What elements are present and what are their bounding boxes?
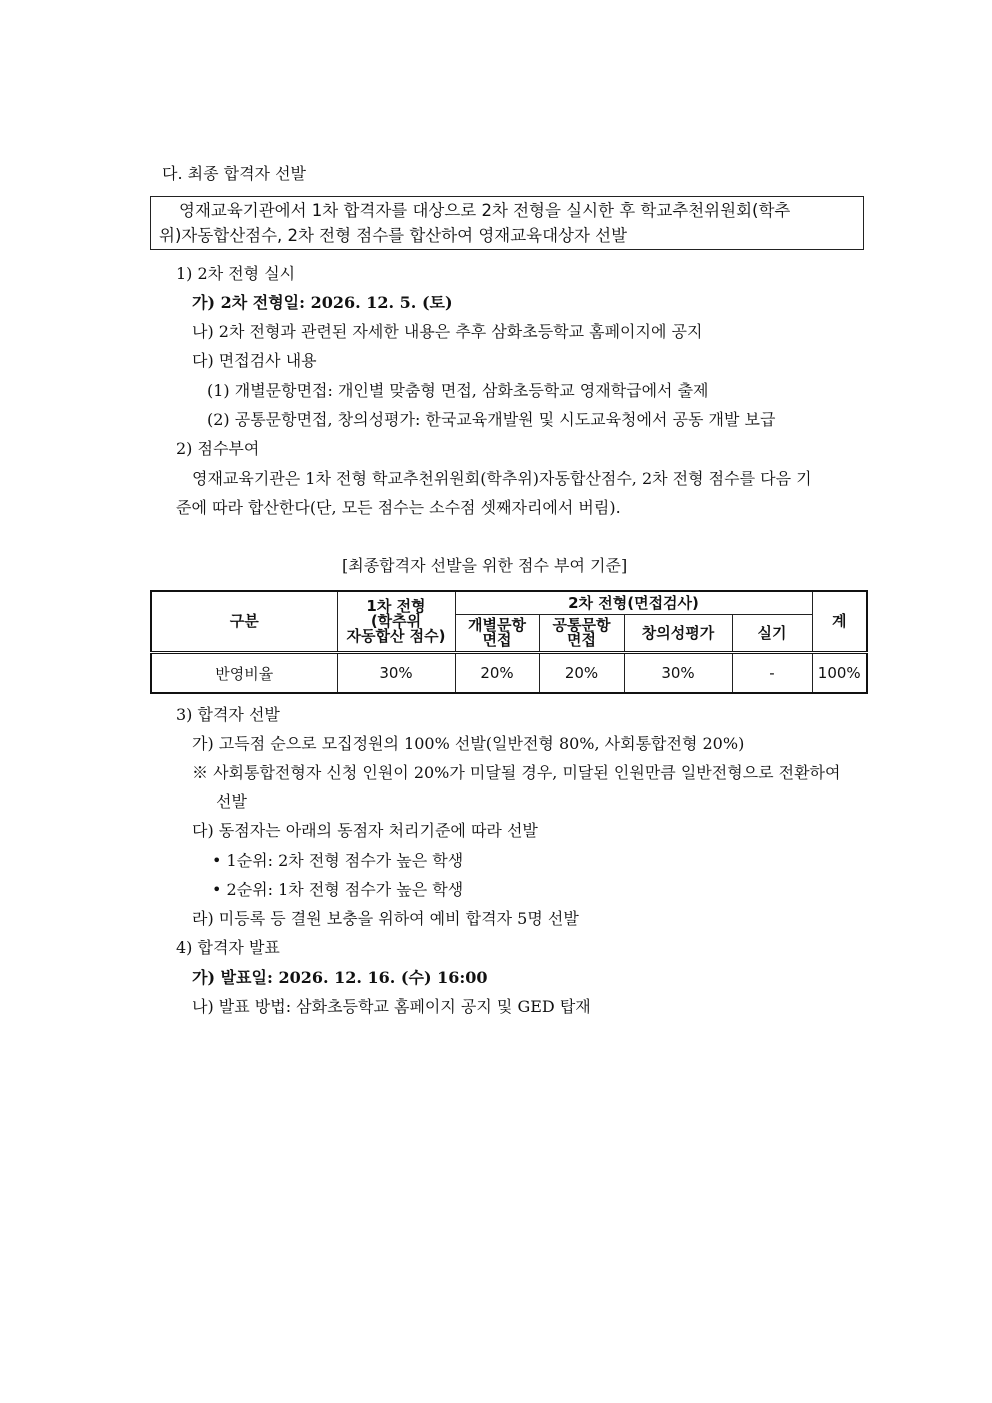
row-label: 반영비율 <box>151 653 337 694</box>
header-common-line-2: 면접 <box>567 631 596 649</box>
cell-common: 20% <box>539 653 624 694</box>
summary-line-1: 영재교육기관에서 1차 합격자를 대상으로 2차 전형을 실시한 후 학교추천위원회(학추 <box>179 201 791 220</box>
header-creativity: 창의성평가 <box>624 615 732 653</box>
interview-heading: 다) 면접검사 내용 <box>192 351 317 370</box>
score-table <box>150 590 868 694</box>
selection-note-line-1: ※ 사회통합전형자 신청 인원이 20%가 미달될 경우, 미달된 인원만큼 일반전형으로 전환하여 <box>192 763 841 782</box>
score-paragraph-line-1: 영재교육기관은 1차 전형 학교추천위원회(학추위)자동합산점수, 2차 전형 점수를 다음 기 <box>192 469 812 488</box>
sub3-heading: 3) 합격자 선발 <box>176 705 280 724</box>
header-stage1-line-3: 자동합산 점수) <box>346 627 446 645</box>
interview-item-2: (2) 공통문항면접, 창의성평가: 한국교육개발원 및 시도교육청에서 공동 개발 보급 <box>207 410 776 429</box>
cell-stage1: 30% <box>337 653 455 694</box>
header-practical: 실기 <box>732 615 812 653</box>
interview-item-1: (1) 개별문항면접: 개인별 맞춤형 면접, 삼화초등학교 영재학급에서 출제 <box>207 381 709 400</box>
header-stage1 <box>337 591 455 653</box>
cell-creativity: 30% <box>624 653 732 694</box>
exam-date: 가) 2차 전형일: 2026. 12. 5. (토) <box>192 293 453 312</box>
cell-individual: 20% <box>455 653 539 694</box>
header-common <box>539 615 624 653</box>
selection-item-ga: 가) 고득점 순으로 모집정원의 100% 선발(일반전형 80%, 사회통합전형 20%) <box>192 734 745 753</box>
header-stage1-line-1: 1차 전형 <box>366 597 426 615</box>
header-common-line-1: 공통문항 <box>552 616 611 634</box>
cell-practical: - <box>732 653 812 694</box>
sub4-heading: 4) 합격자 발표 <box>176 938 280 957</box>
selection-note-line-2: 선발 <box>216 792 247 811</box>
reserve-rule: 라) 미등록 등 결원 보충을 위하여 예비 합격자 5명 선발 <box>192 909 579 928</box>
header-individual-line-1: 개별문항 <box>468 616 526 634</box>
summary-line-2: 위)자동합산점수, 2차 전형 점수를 합산하여 영재교육대상자 선발 <box>159 226 628 245</box>
summary-box <box>150 196 864 250</box>
header-stage1-line-2: (학추위 <box>370 612 422 630</box>
header-individual-line-2: 면접 <box>482 631 512 649</box>
tie-rule-heading: 다) 동점자는 아래의 동점자 처리기준에 따라 선발 <box>192 821 538 840</box>
header-total: 계 <box>812 591 867 653</box>
header-category: 구분 <box>151 591 337 653</box>
header-stage2: 2차 전형(면접검사) <box>455 591 812 615</box>
announce-method: 나) 발표 방법: 삼화초등학교 홈페이지 공지 및 GED 탑재 <box>192 997 591 1016</box>
tie-rule-1: • 1순위: 2차 전형 점수가 높은 학생 <box>212 851 464 870</box>
exam-notice: 나) 2차 전형과 관련된 자세한 내용은 추후 삼화초등학교 홈페이지에 공지 <box>192 322 703 341</box>
sub2-heading: 2) 점수부여 <box>176 439 260 458</box>
sub1-heading: 1) 2차 전형 실시 <box>176 264 296 283</box>
section-title: 다. 최종 합격자 선발 <box>162 164 306 183</box>
table-row <box>151 653 867 694</box>
score-paragraph-line-2: 준에 따라 합산한다(단, 모든 점수는 소수점 셋째자리에서 버림). <box>176 498 621 517</box>
cell-total: 100% <box>812 653 867 694</box>
header-individual <box>455 615 539 653</box>
tie-rule-2: • 2순위: 1차 전형 점수가 높은 학생 <box>212 880 464 899</box>
table-caption: [최종합격자 선발을 위한 점수 부여 기준] <box>342 556 628 575</box>
announce-date: 가) 발표일: 2026. 12. 16. (수) 16:00 <box>192 968 488 987</box>
